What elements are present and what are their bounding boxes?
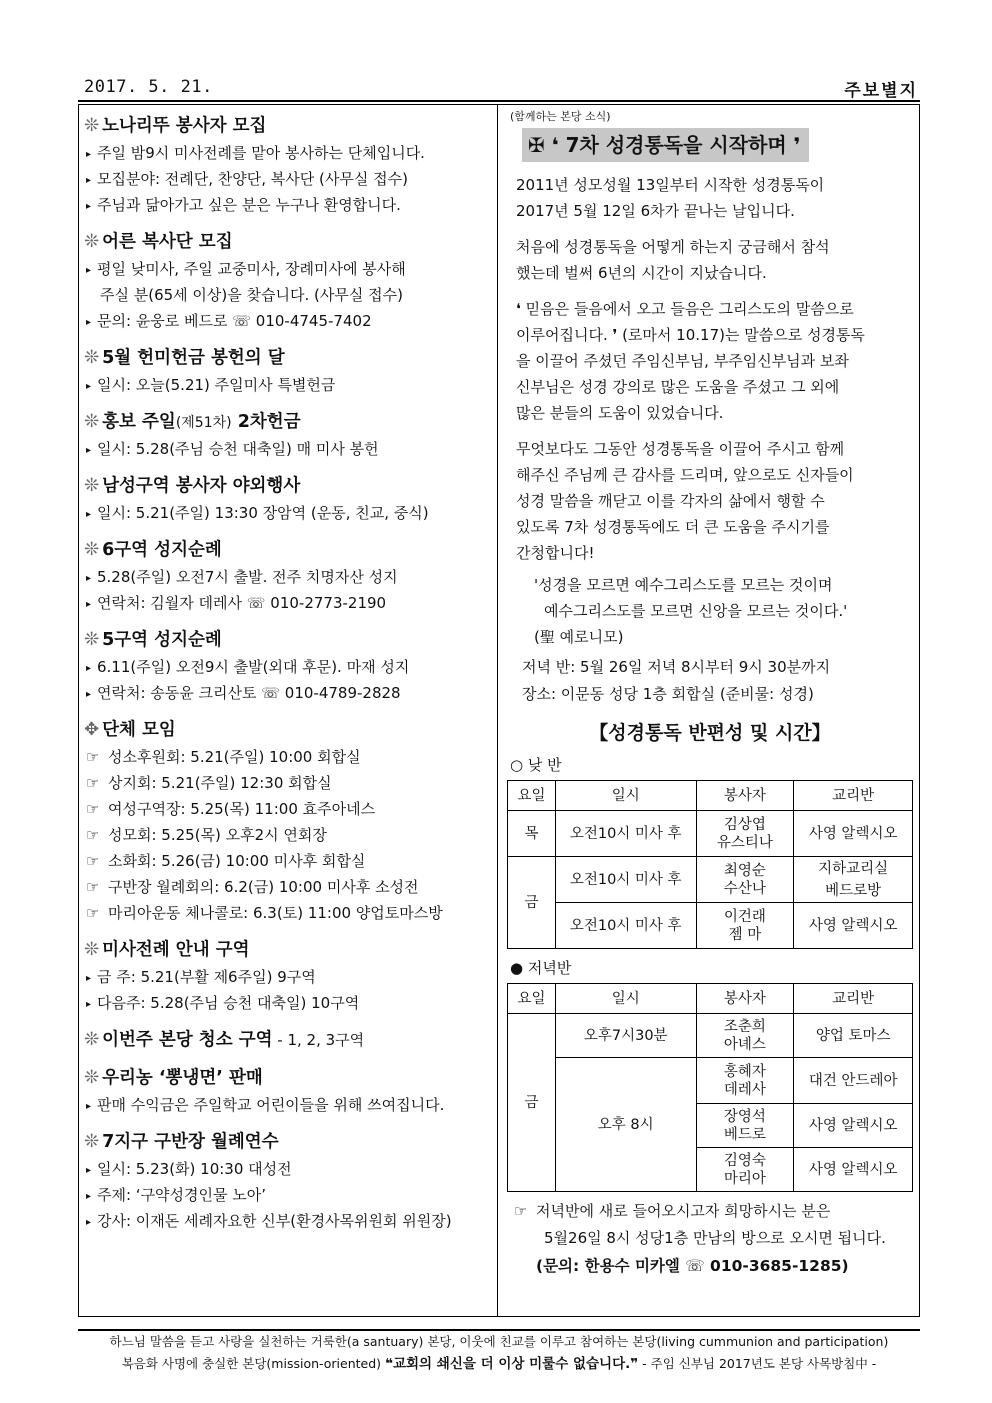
time-cell: 오전10시 미사 후 [555, 811, 696, 857]
volunteer-cell [696, 1014, 794, 1058]
asterisk-icon: ❊ [84, 231, 100, 252]
volunteer-name: 조춘희 [723, 1018, 766, 1035]
bullet-icon: ▸ [86, 381, 92, 392]
section-district5-pilgrimage [84, 626, 492, 706]
bullet-icon: ▸ [86, 1191, 92, 1202]
class-cell: 사영 알렉시오 [794, 1148, 913, 1192]
paragraph [506, 234, 914, 286]
footer-line: 하느님 말씀을 듣고 사랑을 실천하는 거룩한(a santuary) 본당, 이웃에 친교를 이루고 참여하는 본당(living cummunion and participation) [109, 1334, 889, 1349]
list-item: 구반장 월례회의: 6.2(금) 10:00 미사후 소성전 [108, 878, 419, 896]
bullet-icon: ▸ [86, 175, 92, 186]
left-column [84, 112, 492, 1244]
sparkle-icon: ✥ [84, 719, 100, 740]
volunteer-name: 최영순 [723, 862, 766, 879]
day-class-label: ○ 낮 반 [510, 756, 562, 774]
evening-class-label: ● 저녁반 [510, 959, 572, 977]
section-cleaning [84, 1026, 492, 1054]
list-item: 6.11(주일) 오전9시 출발(외대 후문). 마재 성지 [97, 658, 410, 676]
text-line: 2017년 5월 12일 6차가 끝나는 날입니다. [516, 202, 795, 220]
section-title-tail: - 1, 2, 3구역 [272, 1031, 365, 1049]
list-item: 여성구역장: 5.25(목) 11:00 효주아네스 [108, 800, 376, 818]
pointing-hand-icon: ☞ [86, 748, 100, 766]
bullet-icon: ▸ [86, 149, 92, 160]
volunteer-baptismal-name: 수산나 [723, 880, 766, 897]
list-item: 모집분야: 전례단, 찬양단, 복사단 (사무실 접수) [97, 170, 408, 188]
table-header: 봉사자 [696, 984, 794, 1014]
volunteer-cell [696, 857, 794, 903]
volunteer-baptismal-name: 데레사 [723, 1081, 766, 1098]
section-noodle-sale [84, 1064, 492, 1118]
volunteer-name: 장영석 [723, 1108, 766, 1125]
section-leaders-training [84, 1128, 492, 1234]
list-item: 성모회: 5.25(목) 오후2시 연회장 [108, 826, 327, 844]
table-row [508, 1058, 913, 1104]
page-footer [78, 1329, 920, 1375]
asterisk-icon: ❊ [84, 1029, 100, 1050]
asterisk-icon: ❊ [84, 1067, 100, 1088]
section-title-suffix: 2차헌금 [231, 412, 301, 432]
bullet-icon: ▸ [86, 1165, 92, 1176]
list-item: 주제: ‘구약성경인물 노아’ [97, 1186, 267, 1204]
text-line: 이루어집니다. ❜ (로마서 10.17)는 말씀으로 성경통독 [516, 326, 865, 344]
right-column [506, 108, 914, 1280]
section-title: 미사전례 안내 구역 [102, 940, 250, 960]
text-line: ❛ 믿음은 들음에서 오고 들음은 그리스도의 말씀으로 [516, 300, 854, 318]
section-district6-pilgrimage [84, 536, 492, 616]
evening-class-info [506, 654, 914, 708]
day-cell: 목 [508, 811, 556, 857]
asterisk-icon: ❊ [84, 347, 100, 368]
bullet-icon: ▸ [86, 265, 92, 276]
bullet-icon: ▸ [86, 999, 92, 1010]
section-title-note: (제51차) [175, 415, 232, 431]
section-altar-volunteers [84, 112, 492, 218]
pointing-hand-icon: ☞ [86, 774, 100, 792]
cross-icon: ✠ [528, 133, 552, 157]
bulletin-date: 2017. 5. 21. [84, 77, 213, 97]
volunteer-baptismal-name: 유스티나 [716, 834, 773, 851]
text-line: 장소: 이문동 성당 1층 회합실 (준비물: 성경) [522, 685, 814, 703]
list-item: 연락처: 송동윤 크리산토 ☏ 010-4789-2828 [97, 684, 401, 702]
list-item: 일시: 오늘(5.21) 주일미사 특별헌금 [97, 376, 336, 394]
bullet-icon: ▸ [86, 317, 92, 328]
volunteer-name: 홍혜자 [723, 1063, 766, 1080]
section-liturgy-districts [84, 936, 492, 1016]
day-cell: 금 [508, 1014, 556, 1192]
volunteer-baptismal-name: 마리아 [723, 1170, 766, 1187]
section-title: 우리농 ‘뽕냉면’ 판매 [102, 1068, 263, 1088]
paragraph [506, 296, 914, 426]
text-line: 성경 말씀을 깨닫고 이를 각자의 삶에서 행할 수 [516, 492, 825, 510]
list-item: 성소후원회: 5.21(주일) 10:00 회합실 [108, 748, 361, 766]
list-item: 일시: 5.21(주일) 13:30 장암역 (운동, 친교, 중식) [97, 504, 429, 522]
evening-class-table [507, 983, 913, 1192]
day-class-table [507, 780, 913, 949]
section-men-outing [84, 472, 492, 526]
volunteer-name: 김상엽 [723, 816, 766, 833]
list-item: 소화회: 5.26(금) 10:00 미사후 회합실 [108, 852, 366, 870]
table-header: 교리반 [794, 984, 913, 1014]
volunteer-name: 김영숙 [723, 1152, 766, 1169]
column-divider [497, 104, 498, 1317]
pointing-hand-icon: ☞ [514, 1202, 528, 1220]
table-header: 교리반 [794, 781, 913, 811]
table-header: 요일 [508, 781, 556, 811]
list-item: 강사: 이재돈 세례자요한 신부(환경사목위원회 위원장) [97, 1212, 452, 1230]
footer-text: - 주임 신부님 2017년도 본당 사목방침中 - [638, 1356, 877, 1371]
news-label: (함께하는 본당 소식) [510, 110, 611, 123]
list-item: 상지회: 5.21(주일) 12:30 회합실 [108, 774, 332, 792]
text-line: 저녁 반: 5월 26일 저녁 8시부터 9시 30분까지 [522, 658, 831, 676]
pointing-hand-icon: ☞ [86, 852, 100, 870]
section-communications-sunday [84, 408, 492, 462]
volunteer-cell [696, 1148, 794, 1192]
text-line: 무엇보다도 그동안 성경통독을 이끌어 주시고 함께 [516, 440, 845, 458]
volunteer-baptismal-name: 베드로 [723, 1126, 766, 1143]
list-item: 주일 밤9시 미사전례를 맡아 봉사하는 단체입니다. [97, 144, 425, 162]
class-cell: 사영 알렉시오 [794, 1104, 913, 1148]
section-group-meetings [84, 716, 492, 926]
text-line: 5월26일 8시 성당1층 만남의 방으로 오시면 됩니다. [544, 1229, 886, 1247]
text-line: 처음에 성경통독을 어떻게 하는지 궁금해서 참석 [516, 238, 830, 256]
volunteer-baptismal-name: 아녜스 [723, 1036, 766, 1053]
volunteer-cell [696, 903, 794, 949]
section-title: 어른 복사단 모집 [102, 232, 233, 252]
section-title: 7지구 구반장 월례연수 [102, 1132, 279, 1152]
schedule-title: 【성경통독 반편성 및 시간】 [589, 722, 831, 744]
page-header [78, 76, 920, 102]
footer-line [78, 1353, 920, 1375]
bullet-icon: ▸ [86, 1101, 92, 1112]
supplement-label: 주보별지 [844, 81, 918, 101]
class-cell: 사영 알렉시오 [794, 903, 913, 949]
asterisk-icon: ❊ [84, 1131, 100, 1152]
list-item: 일시: 5.28(주님 승천 대축일) 매 미사 봉헌 [97, 440, 379, 458]
section-adult-servers [84, 228, 492, 334]
asterisk-icon: ❊ [84, 629, 100, 650]
section-title: 5구역 성지순례 [102, 630, 222, 650]
list-item: 다음주: 5.28(주님 승천 대축일) 10구역 [97, 994, 360, 1012]
asterisk-icon: ❊ [84, 539, 100, 560]
time-cell: 오전10시 미사 후 [555, 857, 696, 903]
paragraph [506, 436, 914, 566]
class-name: 지하교리실 [818, 860, 889, 877]
text-line: '성경을 모르면 예수그리스도를 모르는 것이며 [534, 576, 833, 594]
table-row [508, 903, 913, 949]
section-title: 남성구역 봉사자 야외행사 [102, 476, 301, 496]
text-line: 많은 분들의 도움이 있었습니다. [516, 404, 724, 422]
text-line: 신부님은 성경 강의로 많은 도움을 주셨고 그 외에 [516, 378, 840, 396]
text-line: 을 이끌어 주셨던 주임신부님, 부주임신부님과 보좌 [516, 352, 849, 370]
list-item: 5.28(주일) 오전7시 출발. 전주 치명자산 성지 [97, 568, 398, 586]
text-line: 있도록 7차 성경통독에도 더 큰 도움을 주시기를 [516, 518, 830, 536]
footer-motto: ❝교회의 쇄신을 더 이상 미룰수 없습니다.❞ [385, 1356, 639, 1372]
pointing-hand-icon: ☞ [86, 800, 100, 818]
pointing-hand-icon: ☞ [86, 904, 100, 922]
article-title: ❛ 7차 성경통독을 시작하며 ❜ [551, 133, 801, 157]
paragraph [506, 172, 914, 224]
text-line: 간청합니다! [516, 544, 595, 562]
table-header: 요일 [508, 984, 556, 1014]
section-title: 이번주 본당 청소 구역 [102, 1030, 273, 1050]
time-cell: 오전10시 미사 후 [555, 903, 696, 949]
bullet-icon: ▸ [86, 663, 92, 674]
article-banner [522, 128, 809, 162]
footer-text: 복음화 사명에 충실한 본당(mission-oriented) [121, 1356, 386, 1371]
bullet-icon: ▸ [86, 509, 92, 520]
day-cell: 금 [508, 857, 556, 949]
bullet-icon: ▸ [86, 1217, 92, 1228]
bullet-icon: ▸ [86, 201, 92, 212]
text-line: 해주신 주님께 큰 감사를 드리며, 앞으로도 신자들이 [516, 466, 854, 484]
contact-info: (문의: 한용수 미카엘 ☏ 010-3685-1285) [536, 1257, 849, 1275]
volunteer-cell [696, 1058, 794, 1104]
bullet-icon: ▸ [86, 599, 92, 610]
pointing-hand-icon: ☞ [86, 826, 100, 844]
time-cell: 오후 8시 [555, 1058, 696, 1192]
table-row [508, 1014, 913, 1058]
volunteer-baptismal-name: 젬 마 [728, 926, 762, 943]
table-header: 봉사자 [696, 781, 794, 811]
text-line: 2011년 성모성월 13일부터 시작한 성경통독이 [516, 176, 825, 194]
table-row [508, 811, 913, 857]
time-cell: 오후7시30분 [555, 1014, 696, 1058]
section-offering-month [84, 344, 492, 398]
list-item: 연락처: 김월자 데레사 ☏ 010-2773-2190 [97, 594, 387, 612]
class-cell [794, 857, 913, 903]
section-title: 6구역 성지순례 [102, 540, 222, 560]
list-item: 평일 낮미사, 주일 교중미사, 장례미사에 봉사해 [97, 260, 406, 278]
text-line: 했는데 벌써 6년의 시간이 지났습니다. [516, 264, 767, 282]
list-item: 주실 분(65세 이상)을 찾습니다. (사무실 접수) [100, 286, 403, 304]
volunteer-cell [696, 1104, 794, 1148]
text-line: 예수그리스도를 모르면 신앙을 모르는 것이다.' [544, 602, 848, 620]
asterisk-icon: ❊ [84, 475, 100, 496]
text-line: 저녁반에 새로 들어오시고자 희망하시는 분은 [536, 1202, 831, 1220]
volunteer-cell [696, 811, 794, 857]
list-item: 금 주: 5.21(부활 제6주일) 9구역 [97, 968, 316, 986]
table-row [508, 857, 913, 903]
section-title: 5월 헌미헌금 봉헌의 달 [102, 348, 285, 368]
quote-source: (聖 예로니모) [534, 628, 624, 646]
table-header: 일시 [555, 984, 696, 1014]
list-item: 일시: 5.23(화) 10:30 대성전 [97, 1160, 292, 1178]
section-title: 노나리뚜 봉사자 모집 [102, 116, 267, 136]
list-item: 판매 수익금은 주일학교 어린이들을 위해 쓰여집니다. [97, 1096, 445, 1114]
bullet-icon: ▸ [86, 973, 92, 984]
pointing-hand-icon: ☞ [86, 878, 100, 896]
bullet-icon: ▸ [86, 573, 92, 584]
jerome-quote [506, 572, 914, 650]
class-cell: 양업 토마스 [794, 1014, 913, 1058]
asterisk-icon: ❊ [84, 411, 100, 432]
asterisk-icon: ❊ [84, 939, 100, 960]
bullet-icon: ▸ [86, 445, 92, 456]
volunteer-name: 이건래 [723, 908, 766, 925]
table-header: 일시 [555, 781, 696, 811]
join-note [506, 1198, 914, 1252]
class-cell: 대건 안드레아 [794, 1058, 913, 1104]
section-title: 홍보 주일 [102, 412, 176, 432]
list-item: 문의: 윤웅로 베드로 ☏ 010-4745-7402 [97, 312, 372, 330]
class-room: 베드로방 [825, 882, 882, 899]
section-title: 단체 모임 [102, 720, 176, 740]
bullet-icon: ▸ [86, 689, 92, 700]
asterisk-icon: ❊ [84, 115, 100, 136]
list-item: 마리아운동 체나콜로: 6.3(토) 11:00 양업토마스방 [108, 904, 443, 922]
list-item: 주님과 닮아가고 싶은 분은 누구나 환영합니다. [97, 196, 401, 214]
class-cell: 사영 알렉시오 [794, 811, 913, 857]
